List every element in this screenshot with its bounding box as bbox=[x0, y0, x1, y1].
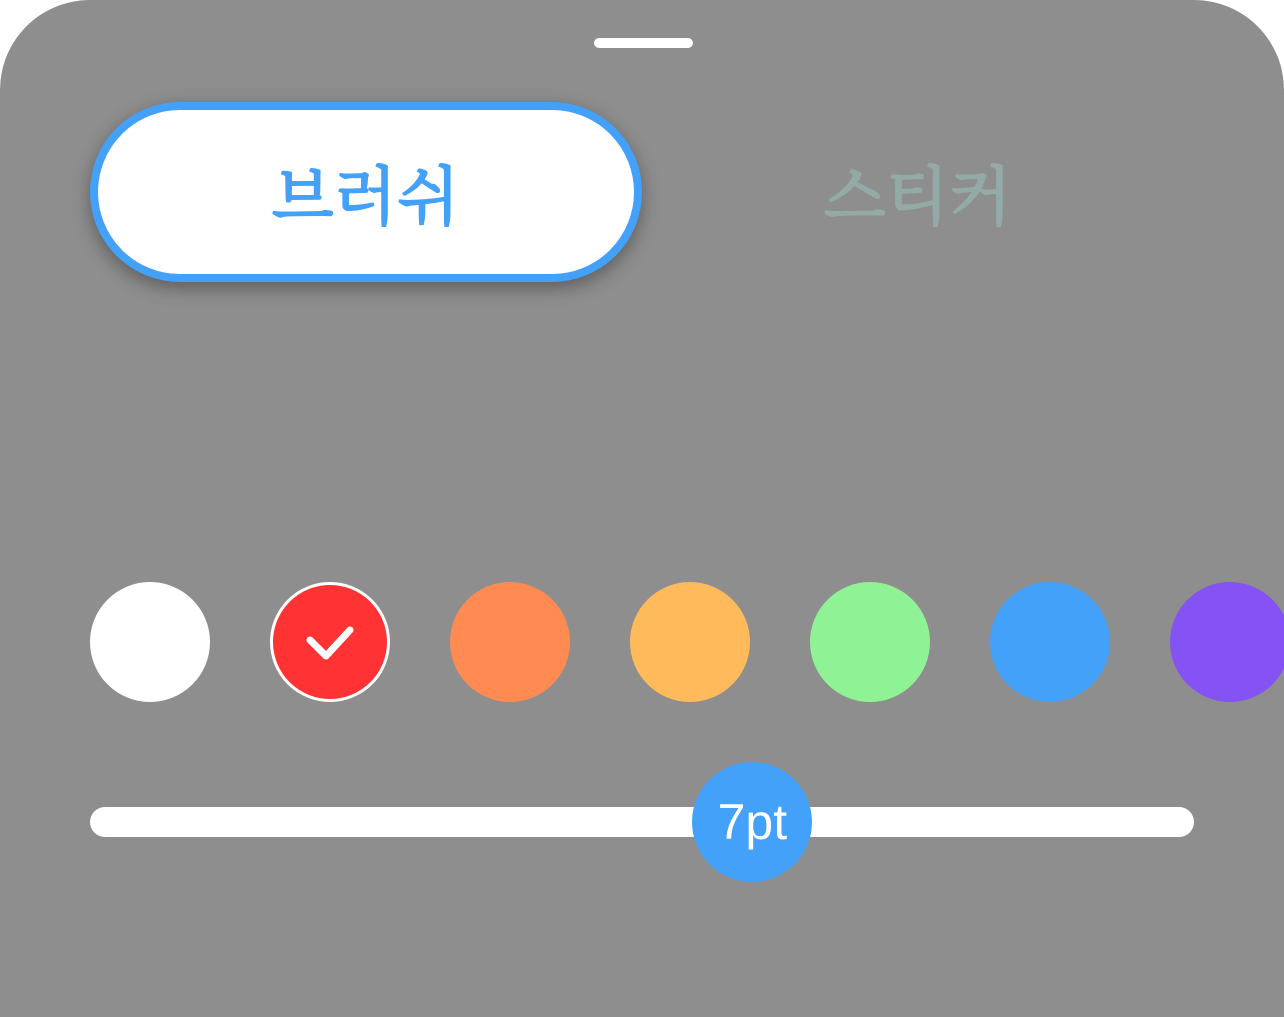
brush-size-value: 7pt bbox=[717, 794, 788, 850]
brush-size-slider-track[interactable] bbox=[90, 807, 1194, 837]
color-swatch-purple[interactable] bbox=[1170, 582, 1284, 702]
tab-brush-label: 브러쉬 bbox=[271, 161, 461, 235]
color-swatch-white[interactable] bbox=[90, 582, 210, 702]
color-swatch-red[interactable] bbox=[270, 582, 390, 702]
tab-sticker[interactable] bbox=[642, 102, 1194, 282]
checkmark-icon bbox=[304, 622, 356, 662]
color-swatch-blue[interactable] bbox=[990, 582, 1110, 702]
color-swatch-yellow[interactable] bbox=[630, 582, 750, 702]
color-swatch-green[interactable] bbox=[810, 582, 930, 702]
tab-brush[interactable] bbox=[90, 102, 642, 282]
color-swatch-orange[interactable] bbox=[450, 582, 570, 702]
sheet-grabber-handle[interactable] bbox=[594, 38, 693, 48]
brush-size-slider-thumb[interactable] bbox=[692, 762, 812, 882]
tab-sticker-label: 스티커 bbox=[823, 161, 1013, 235]
